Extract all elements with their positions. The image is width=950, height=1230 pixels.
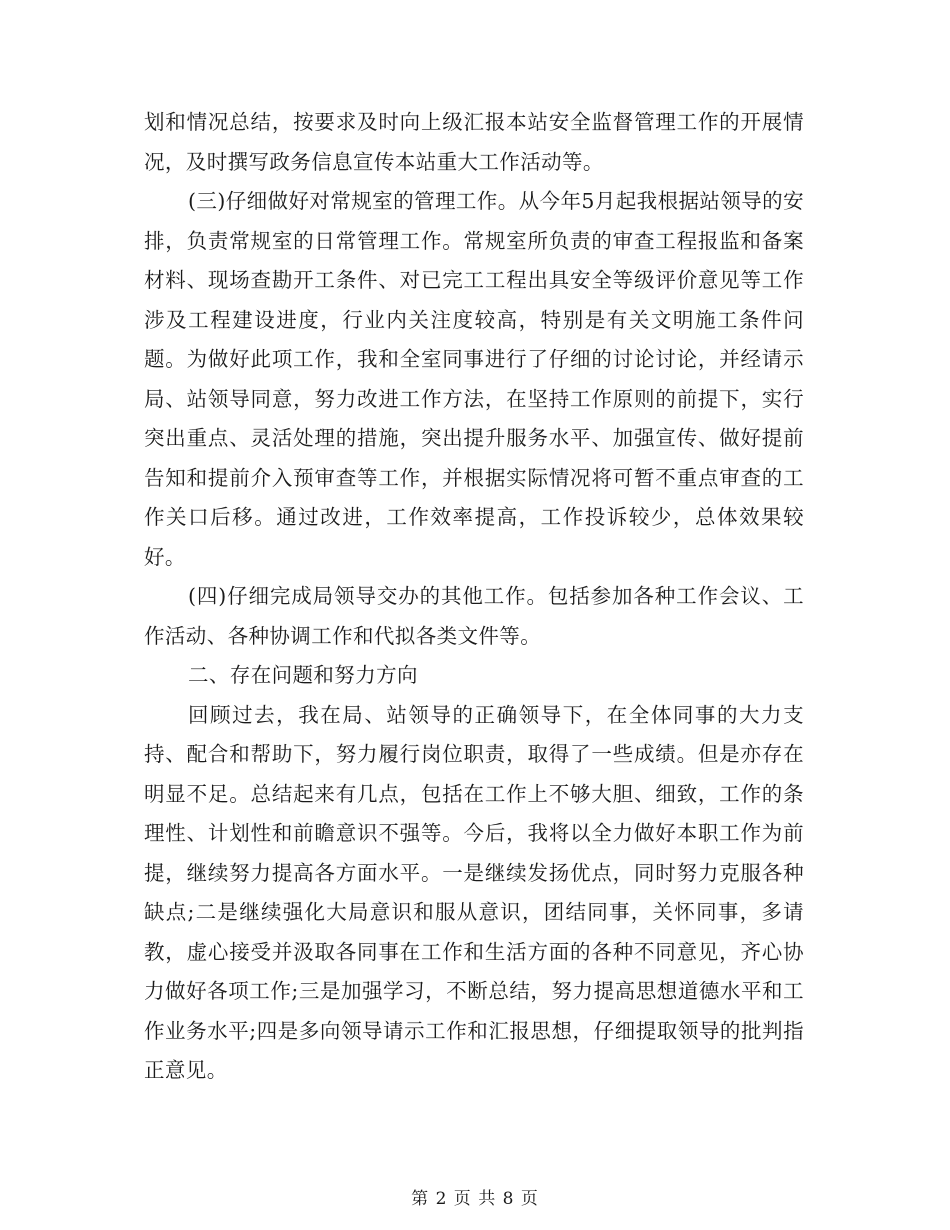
document-body <box>144 103 804 1091</box>
section-heading-problems: 二、存在问题和努力方向 <box>188 663 418 687</box>
paragraph-section-three: (三)仔细做好对常规室的管理工作。从今年5月起我根据站领导的安排，负责常规室的日常管理工作。常规室所负责的审查工程报监和备案材料、现场查勘开工条件、对已完工工程出具安全等级评价意见等工作涉及工程建设进度，行业内关注度较高，特别是有关文明施工条件问题。为做好此项工作，我和全室同事进行了仔细的讨论讨论，并经请示局、站领导同意，努力改进工作方法，在坚持工作原则的前提下，实行突出重点、灵活处理的措施，突出提升服务水平、加强宣传、做好提前告知和提前介入预审查等工作，并根据实际情况将可暂不重点审查的工作关口后移。通过改进，工作效率提高，工作投诉较少，总体效果较好。 <box>144 189 804 569</box>
page-number-footer: 第 2 页 共 8 页 <box>411 1189 539 1209</box>
paragraph-review: 回顾过去，我在局、站领导的正确领导下，在全体同事的大力支持、配合和帮助下，努力履行岗位职责，取得了一些成绩。但是亦存在明显不足。总结起来有几点，包括在工作上不够大胆、细致，工作的条理性、计划性和前瞻意识不强等。今后，我将以全力做好本职工作为前提，继续努力提高各方面水平。一是继续发扬优点，同时努力克服各种缺点;二是继续强化大局意识和服从意识，团结同事，关怀同事，多请教，虚心接受并汲取各同事在工作和生活方面的各种不同意见，齐心协力做好各项工作;三是加强学习，不断总结，努力提高思想道德水平和工作业务水平;四是多向领导请示工作和汇报思想，仔细提取领导的批判指正意见。 <box>144 702 804 1082</box>
paragraph-continuation: 划和情况总结，按要求及时向上级汇报本站安全监督管理工作的开展情况，及时撰写政务信息宣传本站重大工作活动等。 <box>144 110 804 174</box>
paragraph-section-four: (四)仔细完成局领导交办的其他工作。包括参加各种工作会议、工作活动、各种协调工作和代拟各类文件等。 <box>144 584 804 648</box>
